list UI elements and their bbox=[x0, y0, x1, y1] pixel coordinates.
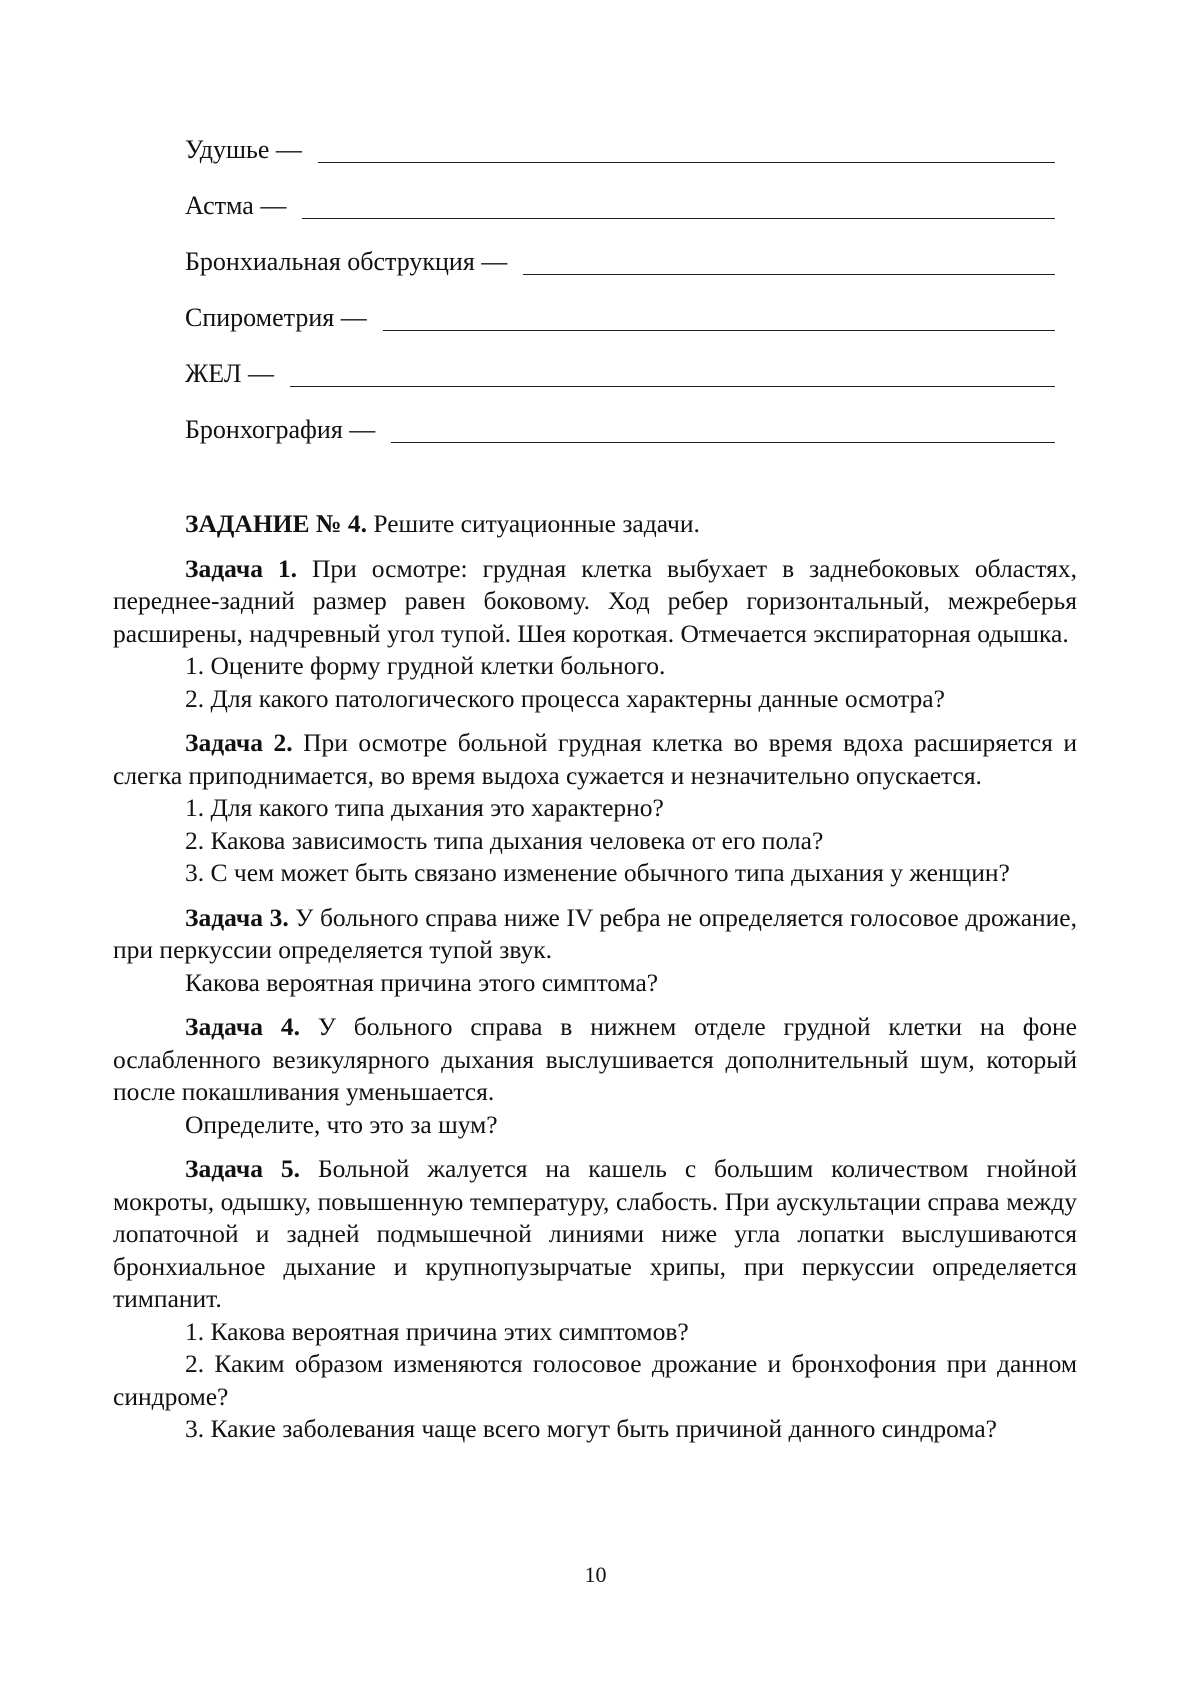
task-label: Задача 5. bbox=[185, 1154, 301, 1183]
answer-line bbox=[318, 142, 1055, 163]
task-label: Задача 3. bbox=[185, 902, 289, 932]
definition-term: ЖЕЛ — bbox=[185, 359, 274, 388]
task-text: При осмотре больной грудная клетка во время вдоха расширяется и слегка приподнимается, во время выдоха сужается и незначительно опускается. bbox=[113, 728, 1077, 790]
task-text: У больного справа ниже IV ребра не определяется голосовое дрожание, при перкуссии определяется тупой звук. bbox=[113, 902, 1077, 964]
task-paragraph bbox=[113, 1153, 1077, 1316]
task-paragraph bbox=[113, 727, 1077, 792]
answer-line bbox=[302, 198, 1055, 219]
tasks-section bbox=[113, 508, 1077, 1446]
page-number: 10 bbox=[584, 1562, 607, 1587]
task-question: 3. С чем может быть связано изменение обычного типа дыхания у женщин? bbox=[185, 858, 1010, 887]
task-question: 2. Какова зависимость типа дыхания человека от его пола? bbox=[185, 825, 824, 855]
definition-row bbox=[185, 405, 1055, 445]
answer-line bbox=[391, 422, 1055, 443]
definition-row bbox=[185, 181, 1055, 221]
definition-term: Спирометрия — bbox=[185, 303, 367, 332]
task-text: При осмотре: грудная клетка выбухает в заднебоковых областях, переднее-задний размер равен боковому. Ход ребер горизонтальный, межреберья расширены, надчревный угол тупой. Шея короткая. Отмечается экспираторная одышка. bbox=[113, 553, 1077, 648]
assignment-instruction: Решите ситуационные задачи. bbox=[367, 509, 700, 538]
task-label: Задача 4. bbox=[185, 1012, 300, 1041]
task-label: Задача 1. bbox=[185, 553, 298, 583]
task-question: 2. Каким образом изменяются голосовое дрожание и бронхофония при данном синдроме? bbox=[113, 1349, 1077, 1411]
task-text: У больного справа в нижнем отделе грудной клетки на фоне ослабленного везикулярного дыхания выслушивается дополнительный шум, который после покашливания уменьшается. bbox=[113, 1012, 1077, 1106]
definition-term: Астма — bbox=[185, 191, 287, 220]
definition-term: Удушье — bbox=[185, 135, 302, 164]
task-paragraph bbox=[113, 902, 1077, 967]
task-question: Определите, что это за шум? bbox=[185, 1109, 498, 1139]
answer-line bbox=[290, 366, 1055, 387]
definition-row bbox=[185, 237, 1055, 277]
task-question: 2. Для какого патологического процесса характерны данные осмотра? bbox=[185, 683, 945, 713]
answer-line bbox=[383, 310, 1055, 331]
task-question: 3. Какие заболевания чаще всего могут быть причиной данного синдрома? bbox=[185, 1414, 998, 1443]
answer-line bbox=[523, 254, 1055, 275]
task-question: 1. Оцените форму грудной клетки больного. bbox=[185, 651, 666, 680]
definition-term: Бронхиальная обструкция — bbox=[185, 247, 508, 276]
task-question: Какова вероятная причина этого симптома? bbox=[185, 967, 659, 997]
task-label: Задача 2. bbox=[185, 728, 293, 757]
task-question: 1. Для какого типа дыхания это характерно? bbox=[185, 793, 664, 822]
task-text: Больной жалуется на кашель с большим количеством гнойной мокроты, одышку, повышенную температуру, слабость. При аускультации справа между лопаточной и задней подмышечной линиями ниже угла лопатки выслушиваются бронхиальное дыхание и крупнопузырчатые хрипы, при перкуссии определяется тимпанит. bbox=[113, 1154, 1077, 1313]
definition-row bbox=[185, 349, 1055, 389]
task-paragraph bbox=[113, 1011, 1077, 1109]
assignment-heading bbox=[113, 508, 1077, 541]
task-paragraph bbox=[113, 553, 1077, 651]
assignment-title: ЗАДАНИЕ № 4. bbox=[185, 509, 368, 538]
task-question: 1. Какова вероятная причина этих симптомов? bbox=[185, 1316, 689, 1346]
definition-row bbox=[185, 125, 1055, 165]
definition-row bbox=[185, 293, 1055, 333]
definition-term: Бронхография — bbox=[185, 415, 376, 444]
